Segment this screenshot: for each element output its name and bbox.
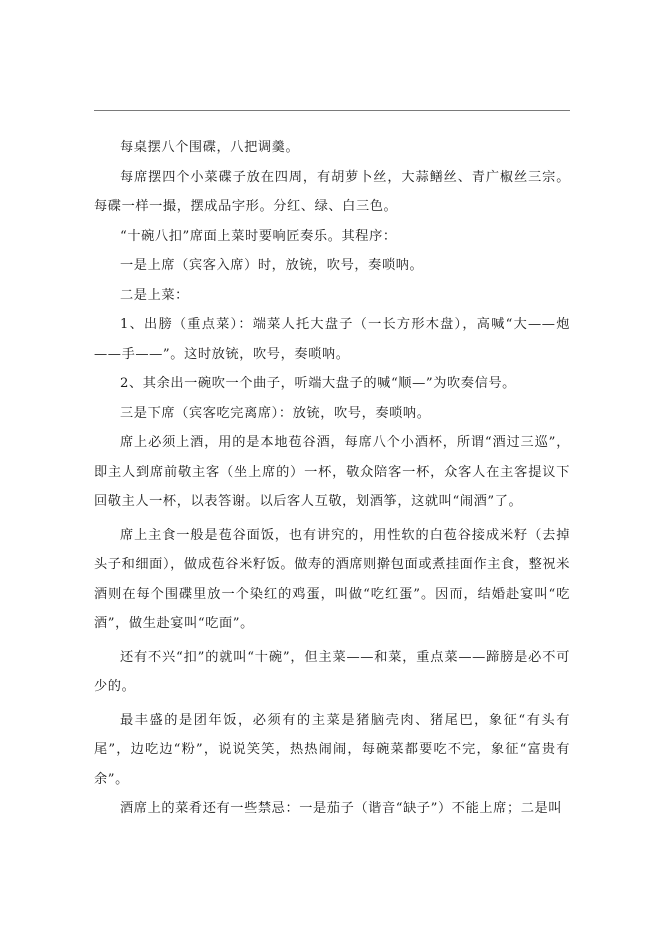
- header-divider: [94, 110, 570, 111]
- paragraph: 2、其余出一碗吹一个曲子，听端大盘子的喊“顺—”为吹奏信号。: [120, 376, 516, 391]
- paragraph: 酒席上的菜肴还有一些禁忌：一是茄子（谐音“缺子”）不能上席；二是叫: [120, 801, 563, 816]
- paragraph: 一是上席（宾客入席）时，放铳，吹号，奏唢呐。: [120, 258, 424, 273]
- paragraph: 还有不兴“扣”的就叫“十碗”，但主菜——和菜，重点菜——蹄膀是必不可少的。: [94, 649, 570, 694]
- paragraph: 二是上菜：: [120, 287, 189, 303]
- paragraph: “十碗八扣”席面上菜时要响匠奏乐。其程序：: [120, 228, 397, 244]
- paragraph: 席上主食一般是苞谷面饭，也有讲究的，用性软的白苞谷接成米籽（去掉头子和细面），做成苞谷米籽饭。做寿的酒席则擀包面或煮挂面作主食，整祝米酒则在每个围碟里放一个染红的鸡蛋，叫做“吃红蛋”。因而，结婚赴宴叫“吃酒”，做生赴宴叫“吃面”。: [94, 527, 570, 631]
- document-body: [94, 133, 570, 824]
- paragraph: 最丰盛的是团年饭，必须有的主菜是猪脑壳肉、猪尾巴，象征“有头有尾”，边吃边“粉”，说说笑笑，热热闹闹，每碗菜都要吃不完，象征“富贵有余”。: [94, 712, 570, 787]
- paragraph: 三是下席（宾客吃完离席）：放铳，吹号，奏唢呐。: [120, 405, 431, 421]
- paragraph: 席上必须上酒，用的是本地苞谷酒，每席八个小酒杯，所谓“酒过三巡”，即主人到席前敬主客（坐上席的）一杯，敬众陪客一杯，众客人在主客提议下回敬主人一杯，以表答谢。以后客人互敬，划酒筝，这就叫“闹酒”了。: [94, 435, 570, 509]
- paragraph: 1、出膀（重点菜）：端菜人托大盘子（一长方形木盘），高喊“大——炮——手——”。这时放铳，吹号，奏唢呐。: [94, 317, 570, 362]
- paragraph: 每席摆四个小菜碟子放在四周，有胡萝卜丝，大蒜鳝丝、青广椒丝三宗。每碟一样一撮，摆成品字形。分红、绿、白三色。: [94, 169, 570, 214]
- paragraph: 每桌摆八个围碟，八把调羹。: [120, 140, 300, 155]
